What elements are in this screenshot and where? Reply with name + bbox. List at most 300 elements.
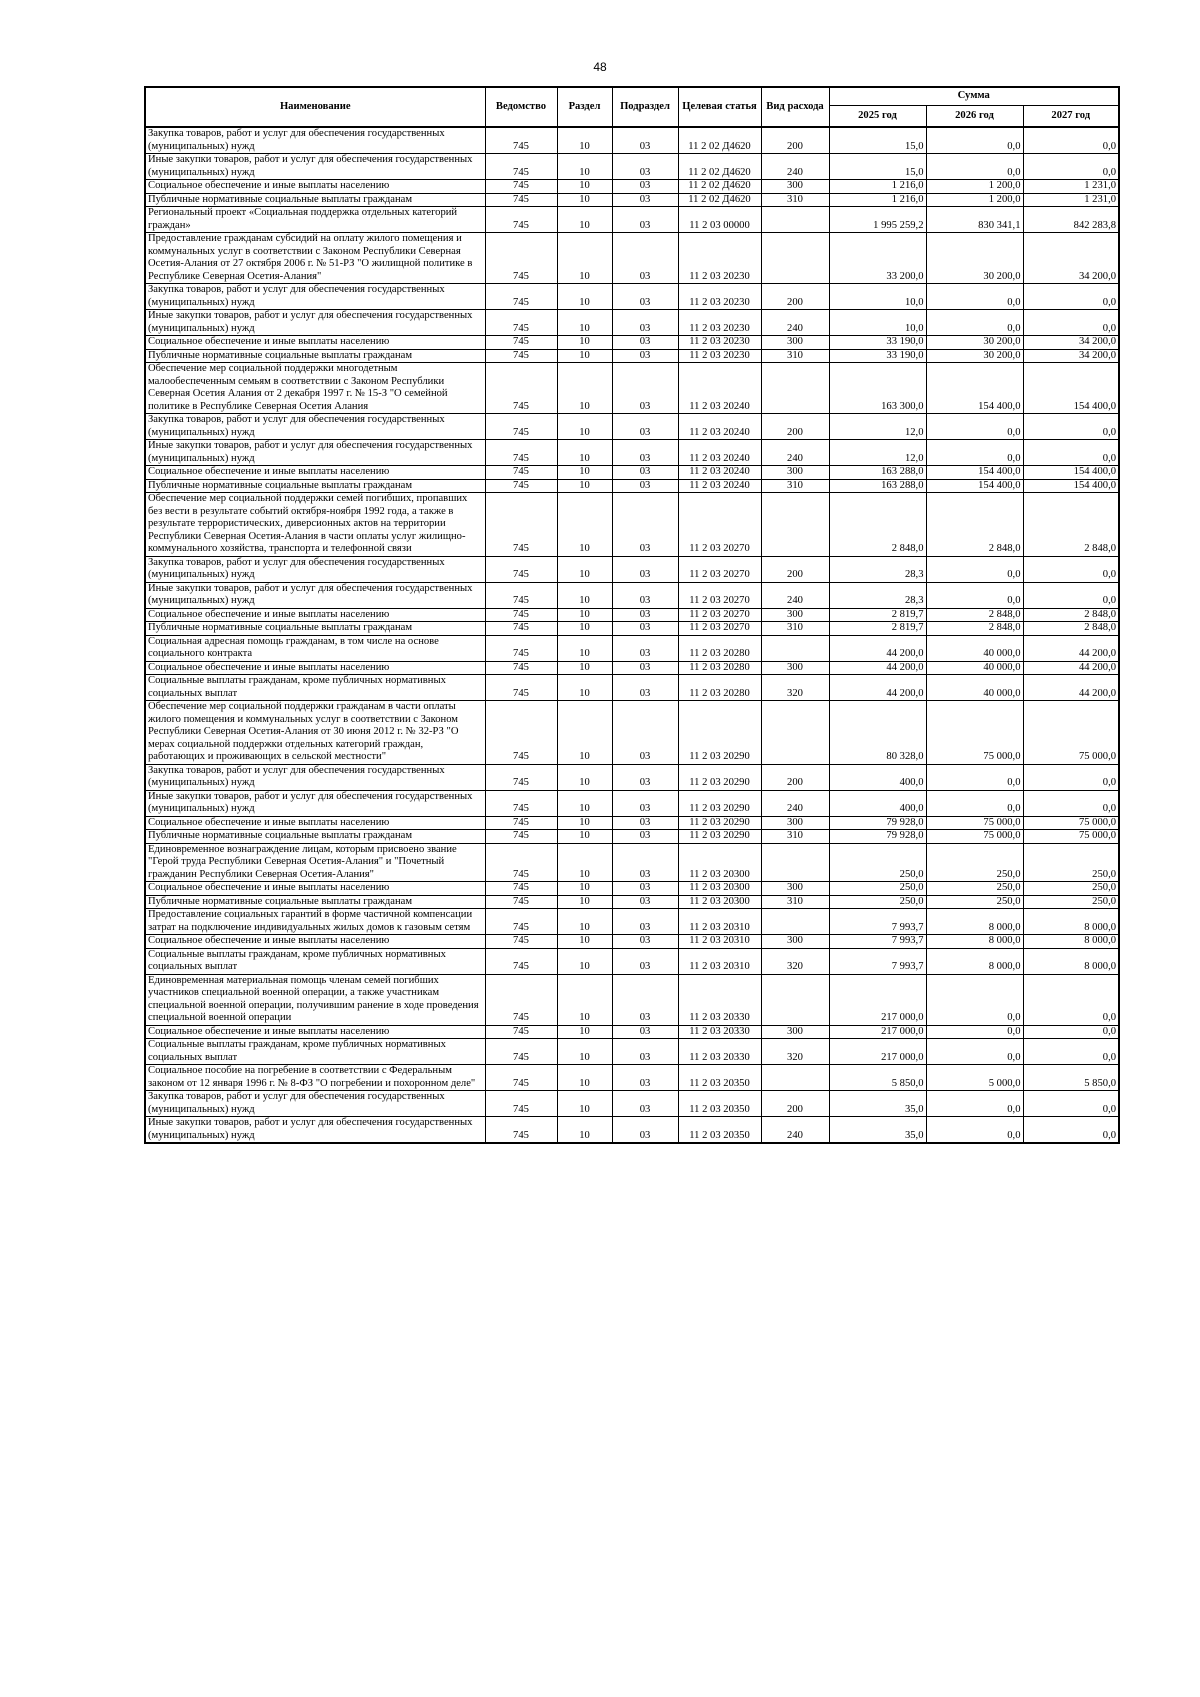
header-subsection: Подраздел [612, 87, 678, 127]
cell-section: 10 [557, 622, 612, 636]
cell-2027: 0,0 [1023, 154, 1119, 180]
cell-section: 10 [557, 909, 612, 935]
cell-2025: 250,0 [829, 895, 926, 909]
cell-section: 10 [557, 284, 612, 310]
cell-2026: 30 200,0 [926, 336, 1023, 350]
table-row [145, 479, 1119, 493]
cell-subsection: 03 [612, 284, 678, 310]
cell-2025: 400,0 [829, 764, 926, 790]
header-section: Раздел [557, 87, 612, 127]
cell-2025: 250,0 [829, 843, 926, 882]
cell-2027: 0,0 [1023, 764, 1119, 790]
cell-2026: 0,0 [926, 414, 1023, 440]
header-target: Целевая статья [678, 87, 761, 127]
cell-target: 11 2 03 20280 [678, 635, 761, 661]
cell-2027: 0,0 [1023, 974, 1119, 1025]
cell-subsection: 03 [612, 895, 678, 909]
cell-2026: 154 400,0 [926, 479, 1023, 493]
cell-name: Закупка товаров, работ и услуг для обеспечения государственных (муниципальных) нужд [145, 556, 485, 582]
cell-section: 10 [557, 1091, 612, 1117]
cell-name: Закупка товаров, работ и услуг для обеспечения государственных (муниципальных) нужд [145, 414, 485, 440]
table-row [145, 1039, 1119, 1065]
cell-name: Единовременное вознаграждение лицам, которым присвоено звание "Герой труда Республики Северная Осетия-Алания" и "Почетный гражданин Республики Северная Осетия-Алания" [145, 843, 485, 882]
cell-subsection: 03 [612, 882, 678, 896]
cell-dept: 745 [485, 440, 557, 466]
cell-2027: 75 000,0 [1023, 816, 1119, 830]
cell-name: Иные закупки товаров, работ и услуг для обеспечения государственных (муниципальных) нужд [145, 790, 485, 816]
cell-name: Публичные нормативные социальные выплаты гражданам [145, 830, 485, 844]
table-row [145, 974, 1119, 1025]
cell-name: Социальное обеспечение и иные выплаты населению [145, 608, 485, 622]
cell-dept: 745 [485, 790, 557, 816]
cell-name: Социальное обеспечение и иные выплаты населению [145, 882, 485, 896]
table-row [145, 1117, 1119, 1144]
table-row [145, 843, 1119, 882]
cell-2025: 79 928,0 [829, 830, 926, 844]
cell-subsection: 03 [612, 127, 678, 154]
cell-section: 10 [557, 816, 612, 830]
cell-name: Закупка товаров, работ и услуг для обеспечения государственных (муниципальных) нужд [145, 127, 485, 154]
cell-2026: 2 848,0 [926, 493, 1023, 557]
table-row [145, 180, 1119, 194]
cell-name: Социальное обеспечение и иные выплаты населению [145, 180, 485, 194]
cell-target: 11 2 03 20270 [678, 608, 761, 622]
cell-section: 10 [557, 466, 612, 480]
cell-subsection: 03 [612, 582, 678, 608]
cell-name: Иные закупки товаров, работ и услуг для обеспечения государственных (муниципальных) нужд [145, 154, 485, 180]
cell-2025: 217 000,0 [829, 1039, 926, 1065]
cell-subsection: 03 [612, 675, 678, 701]
cell-section: 10 [557, 974, 612, 1025]
cell-section: 10 [557, 635, 612, 661]
cell-subsection: 03 [612, 622, 678, 636]
cell-target: 11 2 03 20300 [678, 895, 761, 909]
cell-subsection: 03 [612, 556, 678, 582]
cell-section: 10 [557, 493, 612, 557]
cell-name: Иные закупки товаров, работ и услуг для обеспечения государственных (муниципальных) нужд [145, 310, 485, 336]
cell-2026: 8 000,0 [926, 935, 1023, 949]
cell-target: 11 2 03 00000 [678, 207, 761, 233]
cell-2027: 842 283,8 [1023, 207, 1119, 233]
cell-2025: 5 850,0 [829, 1065, 926, 1091]
cell-target: 11 2 03 20270 [678, 556, 761, 582]
cell-section: 10 [557, 193, 612, 207]
cell-target: 11 2 03 20240 [678, 363, 761, 414]
cell-exp-type: 310 [761, 193, 829, 207]
table-row [145, 1091, 1119, 1117]
table-row [145, 582, 1119, 608]
cell-subsection: 03 [612, 701, 678, 765]
cell-target: 11 2 03 20230 [678, 310, 761, 336]
cell-exp-type: 320 [761, 1039, 829, 1065]
cell-name: Публичные нормативные социальные выплаты гражданам [145, 193, 485, 207]
cell-2027: 0,0 [1023, 440, 1119, 466]
table-row [145, 127, 1119, 154]
cell-name: Публичные нормативные социальные выплаты гражданам [145, 479, 485, 493]
cell-exp-type: 310 [761, 622, 829, 636]
cell-2026: 250,0 [926, 882, 1023, 896]
cell-2026: 154 400,0 [926, 466, 1023, 480]
cell-target: 11 2 03 20240 [678, 466, 761, 480]
cell-subsection: 03 [612, 790, 678, 816]
cell-2025: 2 848,0 [829, 493, 926, 557]
cell-exp-type: 300 [761, 180, 829, 194]
cell-2025: 33 190,0 [829, 349, 926, 363]
cell-subsection: 03 [612, 974, 678, 1025]
cell-2025: 10,0 [829, 310, 926, 336]
cell-2027: 0,0 [1023, 310, 1119, 336]
cell-exp-type: 300 [761, 1025, 829, 1039]
cell-2027: 0,0 [1023, 582, 1119, 608]
cell-subsection: 03 [612, 479, 678, 493]
cell-2026: 0,0 [926, 1039, 1023, 1065]
cell-target: 11 2 03 20240 [678, 479, 761, 493]
cell-target: 11 2 03 20280 [678, 675, 761, 701]
cell-dept: 745 [485, 1091, 557, 1117]
table-row [145, 193, 1119, 207]
cell-2026: 0,0 [926, 582, 1023, 608]
table-row [145, 1065, 1119, 1091]
cell-2025: 44 200,0 [829, 635, 926, 661]
cell-dept: 745 [485, 843, 557, 882]
cell-2027: 0,0 [1023, 1117, 1119, 1144]
cell-2025: 12,0 [829, 440, 926, 466]
cell-2025: 217 000,0 [829, 974, 926, 1025]
cell-dept: 745 [485, 635, 557, 661]
cell-dept: 745 [485, 1039, 557, 1065]
cell-subsection: 03 [612, 909, 678, 935]
cell-2026: 5 000,0 [926, 1065, 1023, 1091]
cell-2027: 2 848,0 [1023, 608, 1119, 622]
cell-dept: 745 [485, 127, 557, 154]
cell-subsection: 03 [612, 608, 678, 622]
table-row [145, 310, 1119, 336]
cell-target: 11 2 03 20310 [678, 948, 761, 974]
cell-name: Социальные выплаты гражданам, кроме публичных нормативных социальных выплат [145, 948, 485, 974]
cell-exp-type: 200 [761, 556, 829, 582]
cell-target: 11 2 03 20330 [678, 974, 761, 1025]
cell-2025: 44 200,0 [829, 675, 926, 701]
cell-dept: 745 [485, 948, 557, 974]
cell-2025: 1 216,0 [829, 180, 926, 194]
cell-name: Социальное обеспечение и иные выплаты населению [145, 466, 485, 480]
cell-dept: 745 [485, 336, 557, 350]
header-exp-type: Вид расхода [761, 87, 829, 127]
cell-dept: 745 [485, 479, 557, 493]
cell-dept: 745 [485, 466, 557, 480]
table-row [145, 701, 1119, 765]
cell-name: Публичные нормативные социальные выплаты гражданам [145, 349, 485, 363]
cell-exp-type [761, 909, 829, 935]
cell-2026: 0,0 [926, 974, 1023, 1025]
cell-name: Публичные нормативные социальные выплаты гражданам [145, 895, 485, 909]
cell-dept: 745 [485, 675, 557, 701]
cell-target: 11 2 03 20350 [678, 1065, 761, 1091]
cell-dept: 745 [485, 622, 557, 636]
cell-dept: 745 [485, 764, 557, 790]
cell-subsection: 03 [612, 493, 678, 557]
table-header [145, 87, 1119, 127]
cell-2026: 0,0 [926, 790, 1023, 816]
cell-subsection: 03 [612, 635, 678, 661]
cell-section: 10 [557, 310, 612, 336]
cell-target: 11 2 02 Д4620 [678, 154, 761, 180]
cell-subsection: 03 [612, 843, 678, 882]
cell-2026: 0,0 [926, 1117, 1023, 1144]
table-row [145, 895, 1119, 909]
cell-name: Региональный проект «Социальная поддержка отдельных категорий граждан» [145, 207, 485, 233]
cell-2026: 30 200,0 [926, 233, 1023, 284]
cell-2027: 44 200,0 [1023, 675, 1119, 701]
cell-section: 10 [557, 556, 612, 582]
cell-section: 10 [557, 180, 612, 194]
table-row [145, 363, 1119, 414]
table-row [145, 935, 1119, 949]
cell-dept: 745 [485, 349, 557, 363]
cell-2025: 80 328,0 [829, 701, 926, 765]
cell-exp-type: 300 [761, 336, 829, 350]
table-row [145, 909, 1119, 935]
cell-2026: 250,0 [926, 843, 1023, 882]
cell-2025: 163 288,0 [829, 479, 926, 493]
cell-2026: 8 000,0 [926, 948, 1023, 974]
header-dept: Ведомство [485, 87, 557, 127]
cell-2026: 75 000,0 [926, 701, 1023, 765]
cell-2027: 154 400,0 [1023, 466, 1119, 480]
cell-subsection: 03 [612, 154, 678, 180]
cell-exp-type: 310 [761, 349, 829, 363]
cell-section: 10 [557, 127, 612, 154]
cell-2026: 40 000,0 [926, 661, 1023, 675]
cell-dept: 745 [485, 816, 557, 830]
cell-dept: 745 [485, 1065, 557, 1091]
cell-exp-type: 200 [761, 764, 829, 790]
cell-target: 11 2 03 20310 [678, 909, 761, 935]
cell-dept: 745 [485, 1117, 557, 1144]
cell-target: 11 2 03 20270 [678, 622, 761, 636]
cell-exp-type: 320 [761, 675, 829, 701]
table-row [145, 661, 1119, 675]
cell-2027: 2 848,0 [1023, 493, 1119, 557]
cell-name: Социальное обеспечение и иные выплаты населению [145, 1025, 485, 1039]
cell-dept: 745 [485, 974, 557, 1025]
cell-2027: 250,0 [1023, 882, 1119, 896]
cell-exp-type: 310 [761, 830, 829, 844]
header-name: Наименование [145, 87, 485, 127]
cell-exp-type: 240 [761, 1117, 829, 1144]
cell-exp-type [761, 974, 829, 1025]
cell-exp-type: 310 [761, 479, 829, 493]
cell-2026: 0,0 [926, 284, 1023, 310]
cell-dept: 745 [485, 1025, 557, 1039]
cell-subsection: 03 [612, 207, 678, 233]
cell-name: Иные закупки товаров, работ и услуг для обеспечения государственных (муниципальных) нужд [145, 582, 485, 608]
cell-exp-type: 240 [761, 790, 829, 816]
cell-name: Закупка товаров, работ и услуг для обеспечения государственных (муниципальных) нужд [145, 1091, 485, 1117]
cell-subsection: 03 [612, 1117, 678, 1144]
cell-name: Социальная адресная помощь гражданам, в том числе на основе социального контракта [145, 635, 485, 661]
cell-section: 10 [557, 414, 612, 440]
cell-section: 10 [557, 582, 612, 608]
cell-2026: 40 000,0 [926, 675, 1023, 701]
cell-name: Социальное обеспечение и иные выплаты населению [145, 816, 485, 830]
table-row [145, 1025, 1119, 1039]
cell-target: 11 2 03 20330 [678, 1039, 761, 1065]
cell-dept: 745 [485, 582, 557, 608]
cell-2025: 15,0 [829, 154, 926, 180]
cell-exp-type: 240 [761, 154, 829, 180]
cell-dept: 745 [485, 233, 557, 284]
cell-subsection: 03 [612, 310, 678, 336]
cell-2027: 154 400,0 [1023, 363, 1119, 414]
cell-section: 10 [557, 830, 612, 844]
cell-2025: 10,0 [829, 284, 926, 310]
cell-section: 10 [557, 935, 612, 949]
cell-section: 10 [557, 1039, 612, 1065]
cell-target: 11 2 03 20290 [678, 790, 761, 816]
cell-dept: 745 [485, 154, 557, 180]
cell-2027: 0,0 [1023, 790, 1119, 816]
cell-dept: 745 [485, 661, 557, 675]
cell-target: 11 2 03 20300 [678, 882, 761, 896]
cell-section: 10 [557, 843, 612, 882]
cell-2027: 0,0 [1023, 284, 1119, 310]
cell-target: 11 2 03 20230 [678, 233, 761, 284]
cell-exp-type: 200 [761, 127, 829, 154]
cell-section: 10 [557, 948, 612, 974]
cell-name: Социальные выплаты гражданам, кроме публичных нормативных социальных выплат [145, 675, 485, 701]
cell-2026: 2 848,0 [926, 608, 1023, 622]
cell-exp-type [761, 233, 829, 284]
table-row [145, 816, 1119, 830]
cell-target: 11 2 03 20270 [678, 493, 761, 557]
header-sum: Сумма [829, 87, 1119, 106]
cell-name: Публичные нормативные социальные выплаты гражданам [145, 622, 485, 636]
cell-2027: 8 000,0 [1023, 935, 1119, 949]
cell-name: Социальное обеспечение и иные выплаты населению [145, 336, 485, 350]
table-row [145, 233, 1119, 284]
cell-section: 10 [557, 608, 612, 622]
cell-2027: 0,0 [1023, 556, 1119, 582]
cell-2027: 0,0 [1023, 414, 1119, 440]
cell-target: 11 2 03 20310 [678, 935, 761, 949]
cell-2026: 1 200,0 [926, 180, 1023, 194]
cell-exp-type [761, 363, 829, 414]
cell-2025: 12,0 [829, 414, 926, 440]
cell-2026: 8 000,0 [926, 909, 1023, 935]
header-year-2026: 2026 год [926, 106, 1023, 128]
cell-2027: 34 200,0 [1023, 233, 1119, 284]
cell-target: 11 2 02 Д4620 [678, 127, 761, 154]
cell-section: 10 [557, 336, 612, 350]
table-row [145, 336, 1119, 350]
cell-2026: 75 000,0 [926, 830, 1023, 844]
cell-2027: 1 231,0 [1023, 193, 1119, 207]
cell-2026: 250,0 [926, 895, 1023, 909]
cell-exp-type: 240 [761, 440, 829, 466]
cell-exp-type: 200 [761, 414, 829, 440]
cell-exp-type: 300 [761, 935, 829, 949]
cell-name: Единовременная материальная помощь членам семей погибших участников специальной военной операции, а также участникам специальной военной операции, получившим ранение в ходе проведения специальной военной операции [145, 974, 485, 1025]
cell-2027: 44 200,0 [1023, 635, 1119, 661]
cell-name: Иные закупки товаров, работ и услуг для обеспечения государственных (муниципальных) нужд [145, 440, 485, 466]
cell-target: 11 2 03 20290 [678, 701, 761, 765]
cell-section: 10 [557, 1117, 612, 1144]
cell-exp-type [761, 1065, 829, 1091]
table-row [145, 675, 1119, 701]
cell-2025: 163 288,0 [829, 466, 926, 480]
cell-2027: 8 000,0 [1023, 948, 1119, 974]
cell-2025: 7 993,7 [829, 948, 926, 974]
cell-2027: 2 848,0 [1023, 622, 1119, 636]
cell-dept: 745 [485, 909, 557, 935]
cell-subsection: 03 [612, 336, 678, 350]
table-body [145, 127, 1119, 1143]
cell-section: 10 [557, 882, 612, 896]
header-year-2025: 2025 год [829, 106, 926, 128]
cell-target: 11 2 03 20270 [678, 582, 761, 608]
cell-exp-type: 200 [761, 284, 829, 310]
cell-name: Социальные выплаты гражданам, кроме публичных нормативных социальных выплат [145, 1039, 485, 1065]
cell-2027: 250,0 [1023, 895, 1119, 909]
cell-section: 10 [557, 675, 612, 701]
cell-subsection: 03 [612, 193, 678, 207]
cell-2026: 0,0 [926, 127, 1023, 154]
cell-dept: 745 [485, 414, 557, 440]
cell-exp-type: 300 [761, 882, 829, 896]
cell-2025: 44 200,0 [829, 661, 926, 675]
cell-target: 11 2 03 20300 [678, 843, 761, 882]
cell-target: 11 2 03 20290 [678, 830, 761, 844]
cell-2026: 30 200,0 [926, 349, 1023, 363]
cell-2027: 75 000,0 [1023, 701, 1119, 765]
cell-2025: 1 216,0 [829, 193, 926, 207]
cell-subsection: 03 [612, 1091, 678, 1117]
cell-subsection: 03 [612, 1025, 678, 1039]
table-row [145, 622, 1119, 636]
cell-name: Обеспечение мер социальной поддержки семей погибших, пропавших без вести в результате событий октября-ноября 1992 года, а также в результате террористических, диверсионных актов на территории Республики Северная Осетия-Алания в части оплаты услуг жилищно-коммунального хозяйства, транспорта и телефонной связи [145, 493, 485, 557]
cell-target: 11 2 03 20230 [678, 336, 761, 350]
cell-2026: 830 341,1 [926, 207, 1023, 233]
cell-name: Предоставление социальных гарантий в форме частичной компенсации затрат на подключение индивидуальных жилых домов к газовым сетям [145, 909, 485, 935]
cell-2025: 28,3 [829, 556, 926, 582]
cell-2025: 15,0 [829, 127, 926, 154]
cell-exp-type [761, 843, 829, 882]
cell-subsection: 03 [612, 440, 678, 466]
cell-subsection: 03 [612, 466, 678, 480]
cell-name: Закупка товаров, работ и услуг для обеспечения государственных (муниципальных) нужд [145, 284, 485, 310]
cell-dept: 745 [485, 284, 557, 310]
cell-2027: 0,0 [1023, 1025, 1119, 1039]
cell-dept: 745 [485, 556, 557, 582]
cell-2025: 2 819,7 [829, 608, 926, 622]
cell-2025: 1 995 259,2 [829, 207, 926, 233]
table-row [145, 790, 1119, 816]
cell-section: 10 [557, 764, 612, 790]
cell-exp-type: 300 [761, 608, 829, 622]
table-row [145, 830, 1119, 844]
cell-exp-type: 240 [761, 310, 829, 336]
cell-2027: 1 231,0 [1023, 180, 1119, 194]
cell-target: 11 2 03 20350 [678, 1117, 761, 1144]
cell-2025: 217 000,0 [829, 1025, 926, 1039]
cell-2027: 8 000,0 [1023, 909, 1119, 935]
cell-2026: 0,0 [926, 1025, 1023, 1039]
cell-dept: 745 [485, 882, 557, 896]
cell-name: Обеспечение мер социальной поддержки гражданам в части оплаты жилого помещения и коммунальных услуг в соответствии с Законом Республики Северная Осетия-Алания от 30 июня 2012 г. № 32-РЗ "О мерах социальной поддержки отдельных категорий граждан, работающих и проживающих в сельской местности" [145, 701, 485, 765]
cell-section: 10 [557, 1065, 612, 1091]
table-row [145, 882, 1119, 896]
